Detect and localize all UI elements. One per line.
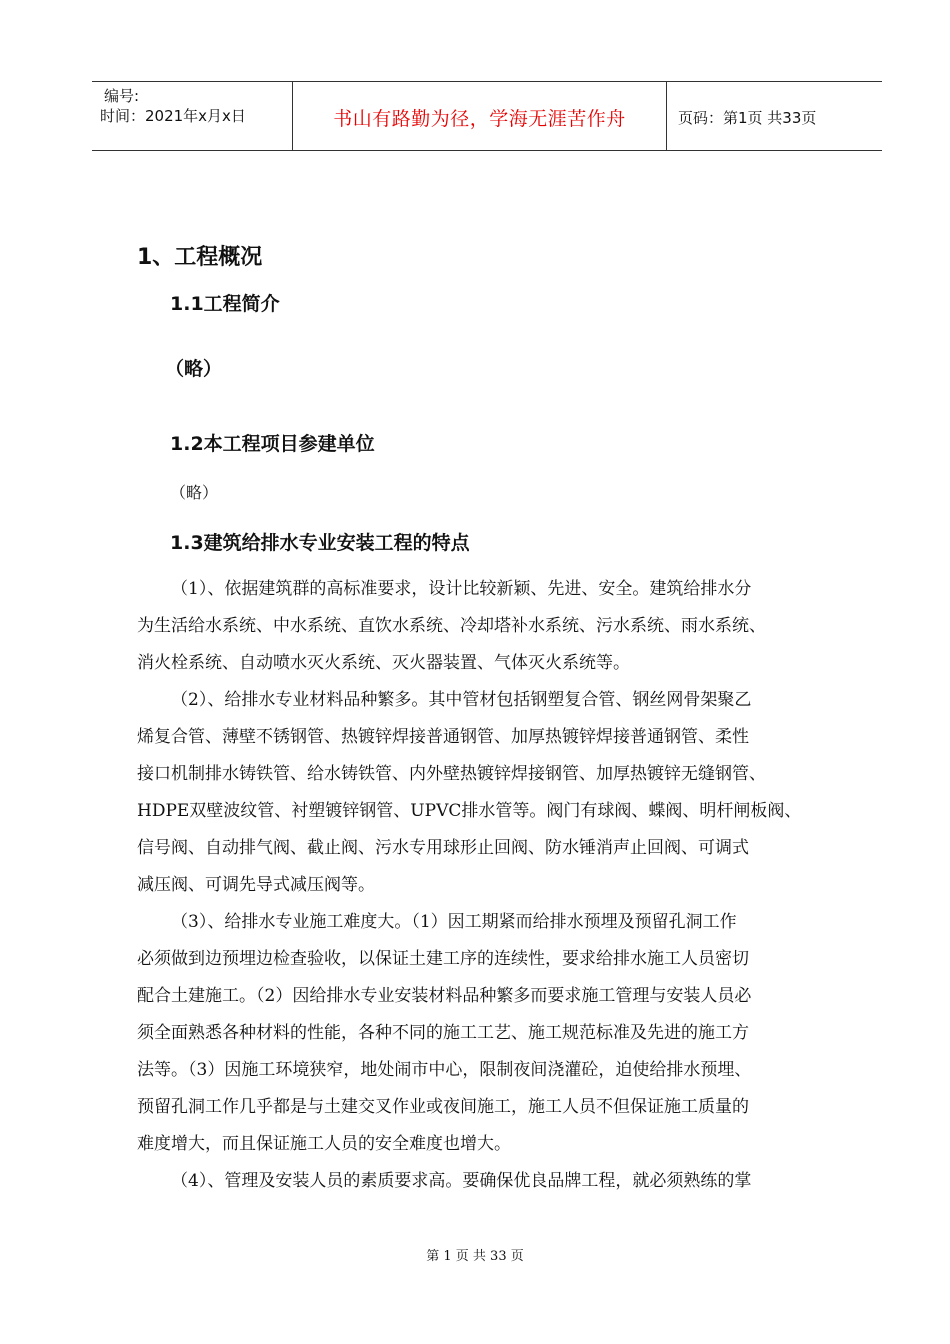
- section-title: 1、工程概况: [137, 245, 263, 270]
- subsection-2-note: （略）: [170, 483, 219, 502]
- paragraph-line: 必须做到边预埋边检查验收，以保证土建工序的连续性，要求给排水施工人员密切: [137, 949, 749, 969]
- paragraph-line: 减压阀、可调先导式减压阀等。: [137, 875, 375, 895]
- paragraph-line: 预留孔洞工作几乎都是与土建交叉作业或夜间施工，施工人员不但保证施工质量的: [137, 1097, 749, 1117]
- paragraph-line: （2）、给排水专业材料品种繁多。其中管材包括钢塑复合管、钢丝网骨架聚乙: [171, 690, 752, 710]
- paragraph-4: [137, 1163, 847, 1200]
- header-motto: 书山有路勤为径，学海无涯苦作舟: [333, 108, 626, 130]
- paragraph-line: 烯复合管、薄壁不锈钢管、热镀锌焊接普通钢管、加厚热镀锌焊接普通钢管、柔性: [137, 727, 749, 747]
- subsection-1-note: （略）: [165, 358, 223, 380]
- header-left-cell: [92, 82, 292, 150]
- paragraph-line: 难度增大，而且保证施工人员的安全难度也增大。: [137, 1134, 511, 1154]
- header-page-info: 页码：第1页 共33页: [678, 109, 817, 127]
- paragraph-line: 消火栓系统、自动喷水灭火系统、灭火器装置、气体灭火系统等。: [137, 653, 630, 673]
- paragraph-line: 法等。（3）因施工环境狭窄，地处闹市中心，限制夜间浇灌砼，迫使给排水预埋、: [137, 1060, 752, 1080]
- paragraph-line: 信号阀、自动排气阀、截止阀、污水专用球形止回阀、防水锤消声止回阀、可调式: [137, 838, 749, 858]
- subsection-3-title: 1.3建筑给排水专业安装工程的特点: [170, 532, 470, 554]
- paragraph-line: 须全面熟悉各种材料的性能，各种不同的施工工艺、施工规范标准及先进的施工方: [137, 1023, 749, 1043]
- page-footer: 第 1 页 共 33 页: [426, 1249, 524, 1264]
- paragraph-line: （3）、给排水专业施工难度大。（1）因工期紧而给排水预埋及预留孔洞工作: [171, 912, 737, 932]
- paragraph-line: 接口机制排水铸铁管、给水铸铁管、内外壁热镀锌焊接钢管、加厚热镀锌无缝钢管、: [137, 764, 766, 784]
- paragraph-line: HDPE双壁波纹管、衬塑镀锌钢管、UPVC排水管等。阀门有球阀、蝶阀、明杆闸板阀、: [137, 801, 802, 821]
- paragraph-3: [137, 904, 847, 1163]
- subsection-2-title: 1.2本工程项目参建单位: [170, 433, 375, 455]
- header-right-cell: [666, 82, 882, 150]
- paragraph-line: （4）、管理及安装人员的素质要求高。要确保优良品牌工程，就必须熟练的掌: [171, 1171, 752, 1191]
- paragraph-line: （1）、依据建筑群的高标准要求，设计比较新颖、先进、安全。建筑给排水分: [171, 579, 752, 599]
- document-number-label: 编号:: [104, 87, 140, 105]
- paragraph-line: 为生活给水系统、中水系统、直饮水系统、冷却塔补水系统、污水系统、雨水系统、: [137, 616, 766, 636]
- page-header: [92, 81, 882, 151]
- header-middle-cell: [292, 82, 667, 150]
- paragraph-line: 配合土建施工。（2）因给排水专业安装材料品种繁多而要求施工管理与安装人员必: [137, 986, 752, 1006]
- paragraph-2: [137, 682, 847, 904]
- subsection-1-title: 1.1工程简介: [170, 293, 280, 315]
- document-date-label: 时间：2021年x月x日: [100, 107, 246, 125]
- paragraph-1: [137, 571, 847, 682]
